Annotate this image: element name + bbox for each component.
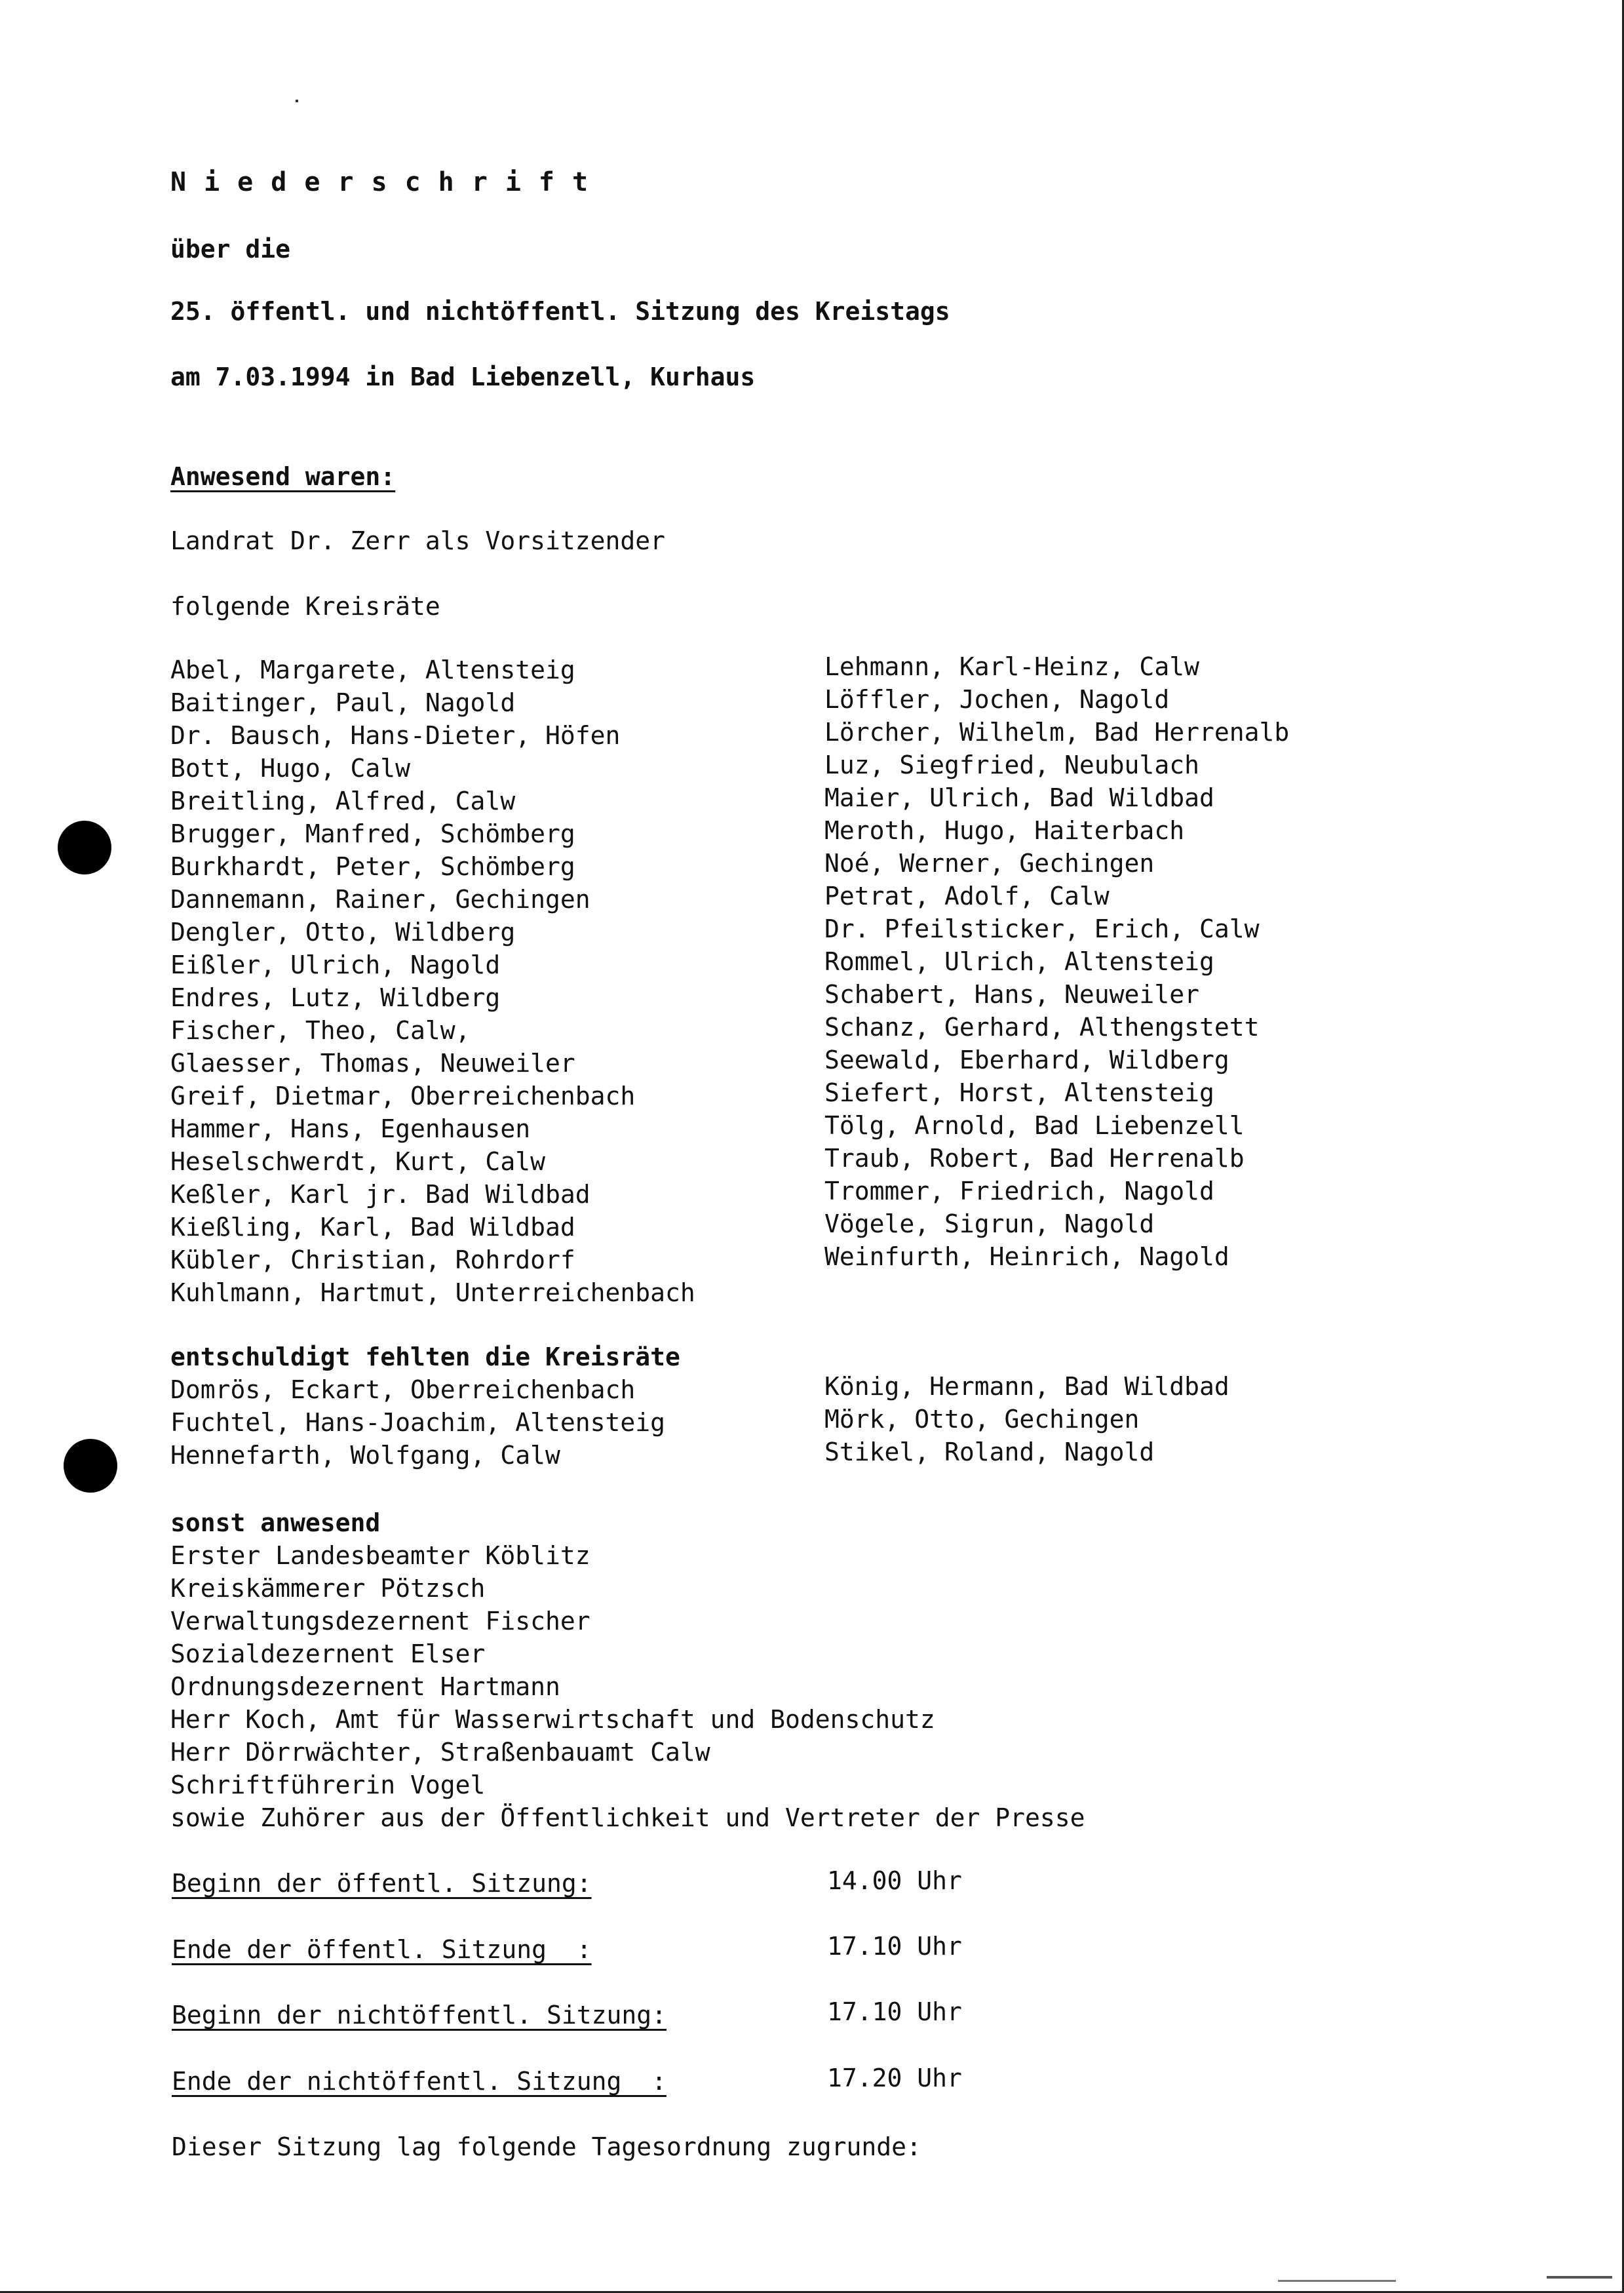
- list-item: Eißler, Ulrich, Nagold: [170, 951, 501, 979]
- excused-left-list: [170, 1373, 665, 1472]
- list-item: Hennefarth, Wolfgang, Calw: [170, 1441, 560, 1470]
- time-value-start-public: 14.00 Uhr: [827, 1866, 962, 1895]
- list-item: Bott, Hugo, Calw: [170, 754, 411, 783]
- punch-hole: [64, 1439, 117, 1493]
- scan-speck: [1547, 2276, 1612, 2279]
- list-item: Rommel, Ulrich, Altensteig: [824, 947, 1214, 976]
- list-item: Abel, Margarete, Altensteig: [170, 656, 575, 684]
- list-item: Lehmann, Karl-Heinz, Calw: [824, 652, 1199, 681]
- list-item: Dr. Bausch, Hans-Dieter, Höfen: [170, 721, 621, 750]
- list-item: Herr Koch, Amt für Wasserwirtschaft und Bodenschutz: [170, 1705, 935, 1734]
- list-item: Maier, Ulrich, Bad Wildbad: [824, 783, 1214, 812]
- members-right-list: [824, 650, 1289, 1273]
- punch-hole: [58, 821, 111, 874]
- list-item: Domrös, Eckart, Oberreichenbach: [170, 1375, 636, 1404]
- list-item: Trommer, Friedrich, Nagold: [824, 1177, 1214, 1205]
- list-item: Vögele, Sigrun, Nagold: [824, 1209, 1155, 1238]
- document-title: Niederschrift: [170, 167, 606, 197]
- list-item: Dr. Pfeilsticker, Erich, Calw: [824, 914, 1260, 943]
- scan-speck: [1278, 2280, 1396, 2282]
- time-value-end-private: 17.20 Uhr: [827, 2064, 962, 2092]
- list-item: Endres, Lutz, Wildberg: [170, 983, 501, 1012]
- chair-line: Landrat Dr. Zerr als Vorsitzender: [170, 526, 665, 555]
- members-left-list: [170, 654, 695, 1309]
- list-item: Greif, Dietmar, Oberreichenbach: [170, 1082, 636, 1110]
- list-item: Kübler, Christian, Rohrdorf: [170, 1245, 575, 1274]
- list-item: Seewald, Eberhard, Wildberg: [824, 1046, 1229, 1074]
- time-label-end-private: Ende der nichtöffentl. Sitzung :: [172, 2067, 667, 2096]
- list-item: Lörcher, Wilhelm, Bad Herrenalb: [824, 718, 1290, 747]
- list-item: Stikel, Roland, Nagold: [824, 1438, 1155, 1466]
- excused-right-list: [824, 1370, 1229, 1468]
- list-item: Kreiskämmerer Pötzsch: [170, 1574, 486, 1603]
- list-item: Heselschwerdt, Kurt, Calw: [170, 1147, 545, 1176]
- list-item: Noé, Werner, Gechingen: [824, 849, 1155, 878]
- list-item: Herr Dörrwächter, Straßenbauamt Calw: [170, 1738, 710, 1767]
- list-item: Schabert, Hans, Neuweiler: [824, 980, 1199, 1009]
- others-heading: sonst anwesend: [170, 1508, 381, 1537]
- excused-heading: entschuldigt fehlten die Kreisräte: [170, 1342, 680, 1371]
- list-item: Meroth, Hugo, Haiterbach: [824, 816, 1185, 845]
- list-item: Baitinger, Paul, Nagold: [170, 688, 516, 717]
- session-line: 25. öffentl. und nichtöffentl. Sitzung des Kreistags: [170, 297, 950, 326]
- list-item: Sozialdezernent Elser: [170, 1639, 486, 1668]
- time-label-end-public: Ende der öffentl. Sitzung :: [172, 1935, 592, 1964]
- list-item: Schanz, Gerhard, Althengstett: [824, 1013, 1260, 1042]
- list-item: Tölg, Arnold, Bad Liebenzell: [824, 1111, 1245, 1140]
- agenda-intro: Dieser Sitzung lag folgende Tagesordnung zugrunde:: [172, 2132, 921, 2161]
- list-item: Kuhlmann, Hartmut, Unterreichenbach: [170, 1278, 695, 1307]
- time-value-start-private: 17.10 Uhr: [827, 1997, 962, 2026]
- list-item: Burkhardt, Peter, Schömberg: [170, 852, 575, 881]
- list-item: sowie Zuhörer aus der Öffentlichkeit und Vertreter der Presse: [170, 1803, 1085, 1832]
- list-item: Verwaltungsdezernent Fischer: [170, 1607, 590, 1636]
- list-item: Brugger, Manfred, Schömberg: [170, 819, 575, 848]
- members-intro: folgende Kreisräte: [170, 592, 440, 621]
- list-item: Dannemann, Rainer, Gechingen: [170, 885, 590, 914]
- others-list: [170, 1539, 1085, 1834]
- list-item: Fischer, Theo, Calw,: [170, 1016, 471, 1045]
- list-item: Keßler, Karl jr. Bad Wildbad: [170, 1180, 590, 1209]
- list-item: Löffler, Jochen, Nagold: [824, 685, 1170, 714]
- list-item: Fuchtel, Hans-Joachim, Altensteig: [170, 1408, 665, 1437]
- list-item: Erster Landesbeamter Köblitz: [170, 1541, 590, 1570]
- time-label-start-public: Beginn der öffentl. Sitzung:: [172, 1869, 592, 1898]
- subtitle-line1: über die: [170, 235, 291, 264]
- date-location-line: am 7.03.1994 in Bad Liebenzell, Kurhaus: [170, 363, 756, 391]
- attendance-heading: Anwesend waren:: [170, 462, 396, 491]
- list-item: Petrat, Adolf, Calw: [824, 882, 1110, 911]
- list-item: Mörk, Otto, Gechingen: [824, 1405, 1140, 1434]
- list-item: Ordnungsdezernent Hartmann: [170, 1672, 560, 1701]
- list-item: Luz, Siegfried, Neubulach: [824, 751, 1199, 779]
- list-item: König, Hermann, Bad Wildbad: [824, 1372, 1229, 1401]
- list-item: Breitling, Alfred, Calw: [170, 787, 516, 815]
- list-item: Weinfurth, Heinrich, Nagold: [824, 1242, 1229, 1271]
- list-item: Schriftführerin Vogel: [170, 1771, 486, 1799]
- list-item: Dengler, Otto, Wildberg: [170, 918, 516, 947]
- list-item: Hammer, Hans, Egenhausen: [170, 1114, 531, 1143]
- list-item: Siefert, Horst, Altensteig: [824, 1078, 1214, 1107]
- list-item: Kießling, Karl, Bad Wildbad: [170, 1213, 575, 1242]
- list-item: Traub, Robert, Bad Herrenalb: [824, 1144, 1245, 1173]
- scan-speck: [296, 100, 298, 102]
- time-label-start-private: Beginn der nichtöffentl. Sitzung:: [172, 2001, 667, 2029]
- time-value-end-public: 17.10 Uhr: [827, 1932, 962, 1961]
- list-item: Glaesser, Thomas, Neuweiler: [170, 1049, 575, 1078]
